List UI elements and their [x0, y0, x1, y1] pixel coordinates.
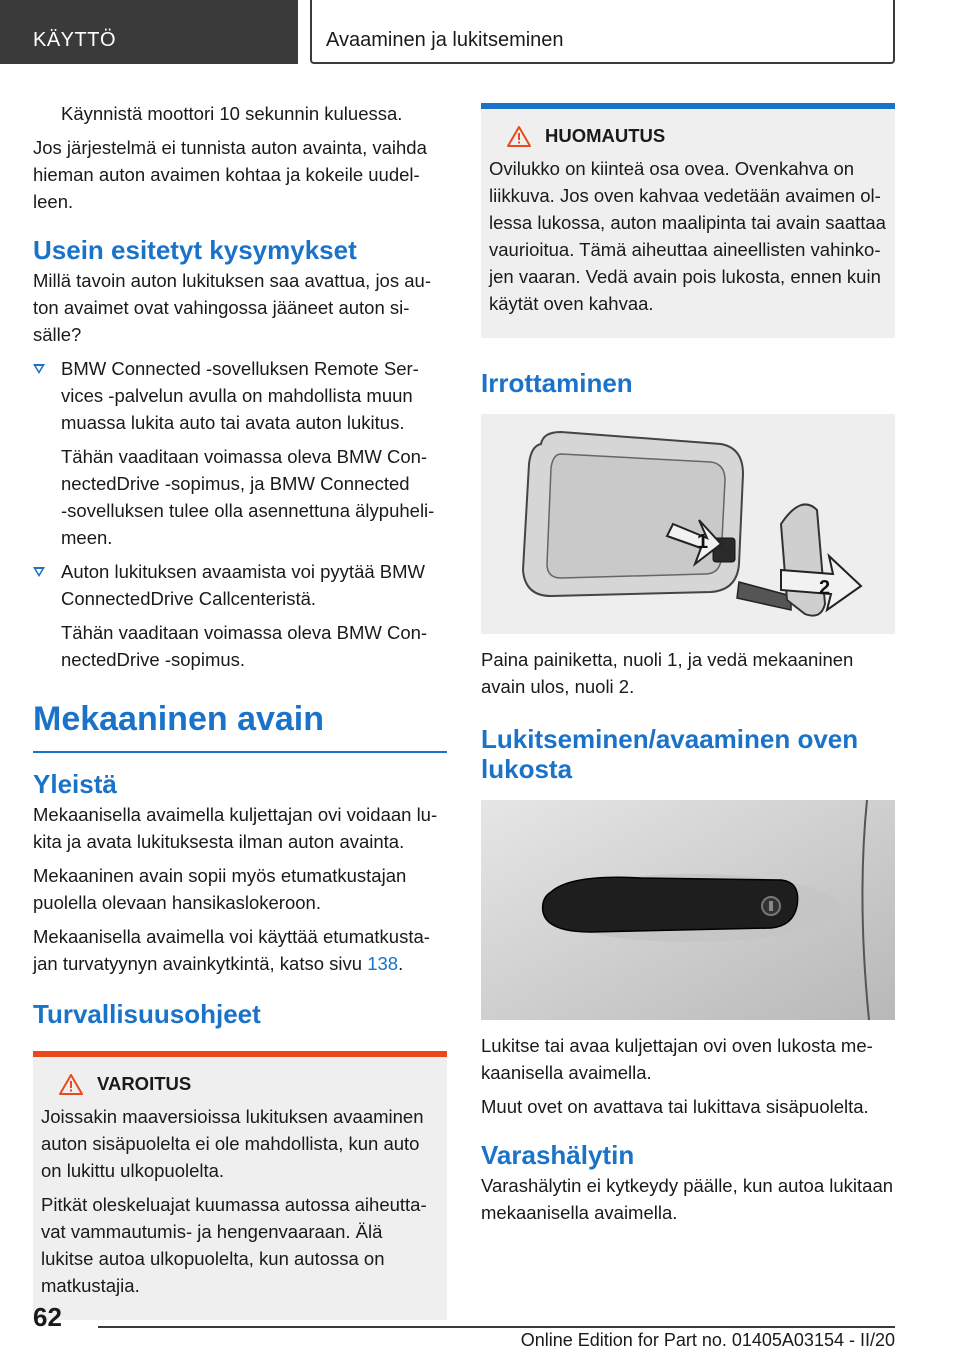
arrow-1-label: 1: [697, 531, 709, 553]
bullet-text: Auton lukituksen avaamista voi pyytää BMW ConnectedDrive Callcenteristä.: [61, 561, 425, 609]
header-chapter-label: Avaaminen ja lukitseminen: [326, 29, 564, 51]
heading-general: Yleistä: [33, 769, 117, 799]
triangle-bullet-icon: [33, 567, 45, 577]
paragraph-start-engine: Käynnistä moottori 10 sekunnin kuluessa.: [61, 103, 403, 124]
paragraph-general-3: [33, 923, 447, 977]
page-reference-link[interactable]: 138: [367, 953, 399, 974]
arrow-2-label: 2: [819, 577, 831, 599]
bullet-subtext: Tähän vaaditaan voimassa oleva BMW ConnectedDrive ‑sopimus, ja BMW Connected ‑sovelluksen tulee olla asennettuna älypuhelimeen.: [61, 446, 435, 548]
warning-triangle-icon: [59, 1074, 83, 1095]
left-column: [33, 100, 447, 1320]
text-segment: Mekaanisella avaimella voi käyttää etumatkustajan turvatyynyn avainkytkintä, katso sivu: [33, 926, 430, 974]
key-fob-illustration: [481, 414, 895, 634]
bullet-subtext: Tähän vaaditaan voimassa oleva BMW ConnectedDrive ‑sopimus.: [61, 622, 428, 670]
paragraph-general-1: Mekaanisella avaimella kuljettajan ovi voidaan lukita ja avata lukituksesta ilman auton avainta.: [33, 804, 438, 852]
heading-lock-door: Lukitseminen/avaaminen oven lukosta: [481, 724, 859, 784]
footer-edition: Online Edition for Part no. 01405A03154 - II/20: [520, 1330, 895, 1350]
heading-safety: Turvallisuusohjeet: [33, 999, 261, 1029]
note-label: HUOMAUTUS: [545, 125, 666, 146]
text-segment: .: [398, 953, 404, 974]
figure-door-handle: [481, 800, 895, 1020]
page-number: 62: [33, 1302, 62, 1332]
paragraph-lock-2: Muut ovet on avattava tai lukittava sisäpuolelta.: [481, 1096, 869, 1117]
note-title: [489, 125, 887, 147]
bullet-text: BMW Connected ‑sovelluksen Remote Services ‑palvelun avulla on mahdollista muun muassa lukita auto tai avata auton lukitus.: [61, 358, 419, 433]
heading-mechanical-key: Mekaaninen avain: [33, 700, 325, 738]
figure-key-removal: [481, 414, 895, 634]
warning-box: [33, 1051, 447, 1320]
heading-removal: Irrottaminen: [481, 368, 633, 398]
list-item: [33, 558, 447, 673]
door-handle-illustration: [481, 800, 895, 1020]
warning-text-2: Pitkät oleskeluajat kuumassa autossa aiheuttavat vammautumis- ja hengenvaaraan. Älä lukitse autoa ulkopuolelta, kun autossa on matkustajia.: [41, 1194, 427, 1296]
warning-label: VAROITUS: [97, 1073, 192, 1094]
heading-alarm: Varashälytin: [481, 1140, 635, 1170]
header-section-tab: [0, 0, 298, 64]
paragraph-removal: Paina painiketta, nuoli 1, ja vedä mekaaninen avain ulos, nuoli 2.: [481, 649, 854, 697]
paragraph-alarm: Varashälytin ei kytkeydy päälle, kun autoa lukitaan mekaanisella avaimella.: [481, 1175, 894, 1223]
warning-text-1: Joissakin maaversioissa lukituksen avaaminen auton sisäpuolelta ei ole mahdollista, kun auto on lukittu ulkopuolelta.: [41, 1106, 424, 1181]
footer-rule: [98, 1326, 895, 1328]
header-chapter-tab: [310, 0, 895, 64]
paragraph-faq-question: Millä tavoin auton lukituksen saa avattua, jos auton avaimet ovat vahingossa jääneet auton sisälle?: [33, 270, 431, 345]
caution-triangle-icon: [507, 126, 531, 147]
paragraph-lock-1: Lukitse tai avaa kuljettajan ovi oven lukosta mekaanisella avaimella.: [481, 1035, 873, 1083]
faq-answer-list: [33, 355, 447, 673]
right-column: [481, 103, 895, 1233]
warning-title: [41, 1073, 439, 1095]
note-box: [481, 103, 895, 338]
triangle-bullet-icon: [33, 364, 45, 374]
paragraph-general-2: Mekaaninen avain sopii myös etumatkustajan puolella olevaan hansikaslokeroon.: [33, 865, 407, 913]
heading-rule: [33, 751, 447, 753]
header-section-label: KÄYTTÖ: [33, 29, 117, 51]
paragraph-system: Jos järjestelmä ei tunnista auton avainta, vaihda hieman auton avaimen kohtaa ja kokeile uudelleen.: [33, 137, 427, 212]
note-text: Ovilukko on kiinteä osa ovea. Ovenkahva on liikkuva. Jos oven kahvaa vedetään avaimen ollessa lukossa, auton maalipinta tai avain saattaa vaurioitua. Tämä aiheuttaa aineellisten vahinkojen vaaran. Vedä avain pois lukosta, ennen kuin käytät oven kahvaa.: [489, 158, 886, 314]
heading-faq: Usein esitetyt kysymykset: [33, 235, 357, 265]
list-item: [33, 355, 447, 551]
